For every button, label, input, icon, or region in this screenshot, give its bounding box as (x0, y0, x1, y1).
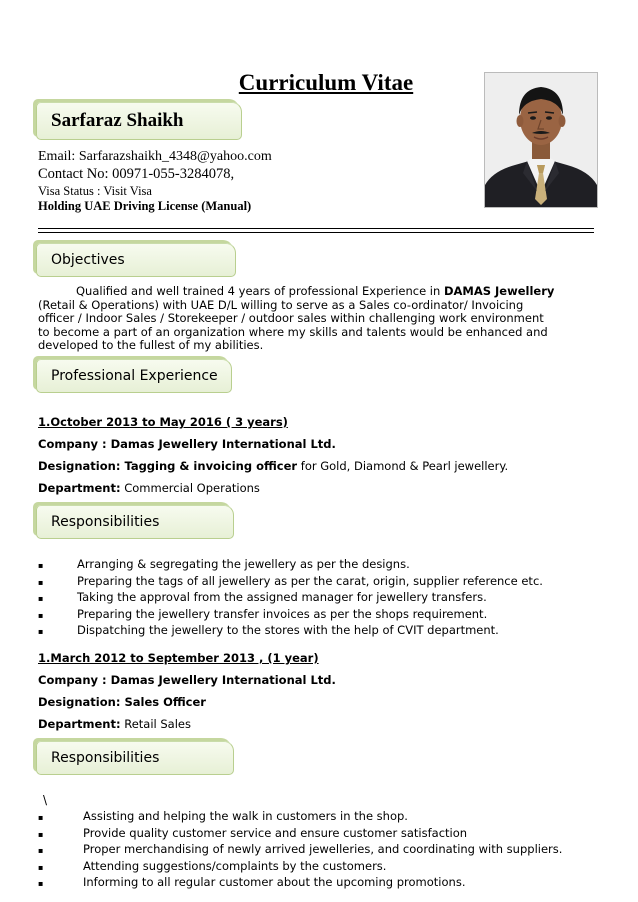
email-line: Email: Sarfarazshaikh_4348@yahoo.com (38, 149, 272, 164)
job1-department: Department: Commercial Operations (38, 481, 260, 495)
section-responsibilities-2 (36, 741, 234, 775)
section-heading: Professional Experience (51, 368, 218, 384)
job2-department: Department: Retail Sales (38, 717, 191, 731)
divider-line (38, 228, 594, 229)
list-item: ▪ Proper merchandising of newly arrived jewelleries, and coordinating with suppliers. (38, 842, 562, 859)
list-item: ▪ Assisting and helping the walk in customers in the shop. (38, 809, 562, 826)
list-item: ▪ Provide quality customer service and ensure customer satisfaction (38, 826, 562, 843)
list-item: ▪ Informing to all regular customer about the upcoming promotions. (38, 875, 562, 892)
stray-character: \ (43, 793, 48, 807)
visa-status: Visa Status : Visit Visa (38, 184, 152, 198)
job1-period: 1.October 2013 to May 2016 ( 3 years) (38, 415, 288, 429)
section-professional-experience (36, 359, 232, 393)
list-item: ▪ Taking the approval from the assigned manager for jewellery transfers. (38, 590, 543, 607)
bullet-icon: ▪ (38, 577, 44, 587)
list-item: ▪ Arranging & segregating the jewellery as per the designs. (38, 557, 543, 574)
job2-designation: Designation: Sales Officer (38, 695, 206, 709)
responsibilities-1-list (38, 557, 543, 640)
driving-license: Holding UAE Driving License (Manual) (38, 199, 252, 213)
portrait-image (485, 73, 597, 207)
bullet-icon: ▪ (38, 846, 44, 856)
section-responsibilities-1 (36, 505, 234, 539)
job2-period: 1.March 2012 to September 2013 , (1 year) (38, 651, 319, 665)
bullet-icon: ▪ (38, 561, 44, 570)
phone-line: Contact No: 00971-055-3284078, (38, 166, 235, 182)
responsibilities-2-list (38, 809, 562, 892)
page-title: Curriculum Vitae (238, 70, 414, 95)
job1-designation: Designation: Tagging & invoicing officer for Gold, Diamond & Pearl jewellery. (38, 459, 509, 473)
bullet-icon: ▪ (38, 627, 44, 637)
job1-company: Company : Damas Jewellery International Ltd. (38, 437, 336, 451)
bullet-icon: ▪ (38, 862, 44, 872)
objectives-text: Qualified and well trained 4 years of professional Experience in DAMAS Jewellery (Retail & Operations) with UAE D/L willing to serve as a Sales co-ordinator/ Invoicing officer / Indoor Sales / Storekeeper / outdoor sales within challenging work environment to become a part of an organization where my skills and talents would be enhanced and developed to the fullest of my abilities. (38, 284, 555, 353)
list-item: ▪ Preparing the jewellery transfer invoices as per the shops requirement. (38, 607, 543, 624)
bullet-icon: ▪ (38, 879, 44, 889)
divider-line (38, 232, 594, 233)
section-heading: Responsibilities (51, 750, 160, 766)
list-item: ▪ Preparing the tags of all jewellery as per the carat, origin, supplier reference etc. (38, 574, 543, 591)
section-heading: Responsibilities (51, 514, 160, 530)
list-item: ▪ Dispatching the jewellery to the stores with the help of CVIT department. (38, 623, 543, 640)
bullet-icon: ▪ (38, 813, 44, 822)
name-banner (36, 102, 242, 140)
list-item: ▪ Attending suggestions/complaints by the customers. (38, 859, 562, 876)
section-heading: Objectives (51, 252, 125, 268)
bullet-icon: ▪ (38, 594, 44, 604)
bullet-icon: ▪ (38, 610, 44, 620)
profile-photo (484, 72, 598, 208)
job2-company: Company : Damas Jewellery International Ltd. (38, 673, 336, 687)
candidate-name: Sarfaraz Shaikh (51, 110, 184, 131)
bullet-icon: ▪ (38, 829, 44, 839)
section-objectives (36, 243, 236, 277)
